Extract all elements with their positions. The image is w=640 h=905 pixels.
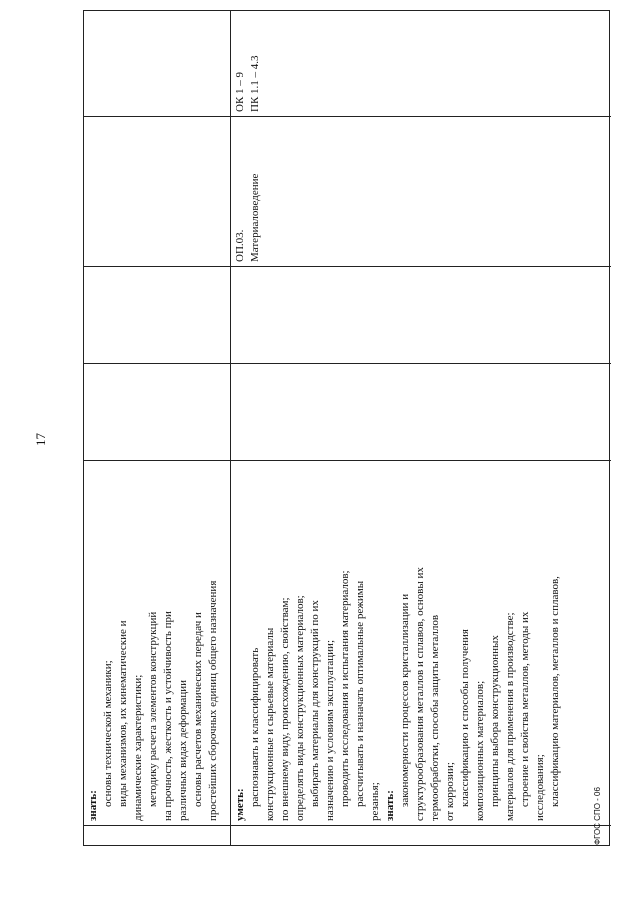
- discipline-cell: [84, 116, 230, 266]
- requirement-line: конструкционные и сырьевые материалы: [264, 627, 276, 821]
- requirement-line: простейших сборочных единиц общего назначения: [207, 580, 219, 821]
- hours-max-cell: [231, 363, 611, 460]
- competencies-cell: [84, 9, 230, 116]
- requirement-line: классификацию материалов, металлов и сплавов,: [549, 576, 561, 807]
- requirement-line: рассчитывать и назначать оптимальные режимы: [354, 580, 366, 807]
- requirement-line: основы расчетов механических передач и: [192, 612, 204, 807]
- empty-index-cell: [231, 825, 611, 845]
- requirement-line: материалов для применения в производстве;: [504, 612, 516, 821]
- requirements-cell: [84, 460, 230, 825]
- requirement-line: структурообразования металлов и сплавов, основы их: [414, 567, 426, 821]
- requirement-line: принципы выбора конструкционных: [489, 635, 501, 807]
- requirement-line: по внешнему виду, происхождению, свойствам;: [279, 597, 291, 821]
- section-heading: знать:: [87, 790, 99, 821]
- hours-class-cell: [84, 266, 230, 363]
- requirement-line: композиционных материалов;: [474, 680, 486, 821]
- professional-competencies: ПК 1.1 – 4.3: [249, 55, 261, 112]
- requirement-line: распознавать и классифицировать: [249, 647, 261, 807]
- footer-code: ФГОС СПО - 06: [593, 787, 602, 845]
- requirement-line: проводить исследования и испытания материалов;: [339, 570, 351, 807]
- requirement-line: динамические характеристики;: [132, 674, 144, 821]
- general-competencies: ОК 1 – 9: [234, 71, 246, 112]
- requirement-line: на прочность, жесткость и устойчивость при: [162, 611, 174, 821]
- requirement-line: различных видах деформации: [177, 680, 189, 821]
- requirement-line: виды механизмов, их кинематические и: [117, 620, 129, 807]
- requirement-line: закономерности процессов кристаллизации и: [399, 593, 411, 807]
- hours-max-cell: [84, 363, 230, 460]
- requirement-line: от коррозии;: [444, 762, 456, 821]
- competencies-cell: [231, 9, 611, 116]
- standards-table: [83, 10, 610, 846]
- table-row: [231, 11, 611, 845]
- requirement-line: термообработки, способы защиты металлов: [429, 614, 441, 821]
- section-heading: знать:: [384, 790, 396, 821]
- requirement-line: определять виды конструкционных материалов;: [294, 595, 306, 821]
- discipline-name: Материаловедение: [249, 173, 261, 262]
- requirement-line: основы технической механики;: [102, 660, 114, 807]
- requirement-line: выбирать материалы для конструкций по их: [309, 600, 321, 807]
- requirement-line: классификацию и способы получения: [459, 629, 471, 807]
- requirement-line: исследования;: [534, 754, 546, 821]
- empty-index-cell: [84, 825, 230, 845]
- requirement-line: методику расчета элементов конструкций: [147, 611, 159, 807]
- requirements-cell: [231, 460, 611, 825]
- hours-class-cell: [231, 266, 611, 363]
- discipline-code: ОП.03.: [234, 229, 246, 262]
- requirement-line: резанья;: [369, 782, 381, 821]
- page-number: 17: [33, 433, 48, 446]
- table-row: [84, 11, 231, 845]
- section-heading: уметь:: [234, 788, 246, 821]
- discipline-cell: [231, 116, 611, 266]
- requirement-line: назначению и условиям эксплуатации;: [324, 639, 336, 821]
- requirement-line: строение и свойства металлов, методы их: [519, 611, 531, 807]
